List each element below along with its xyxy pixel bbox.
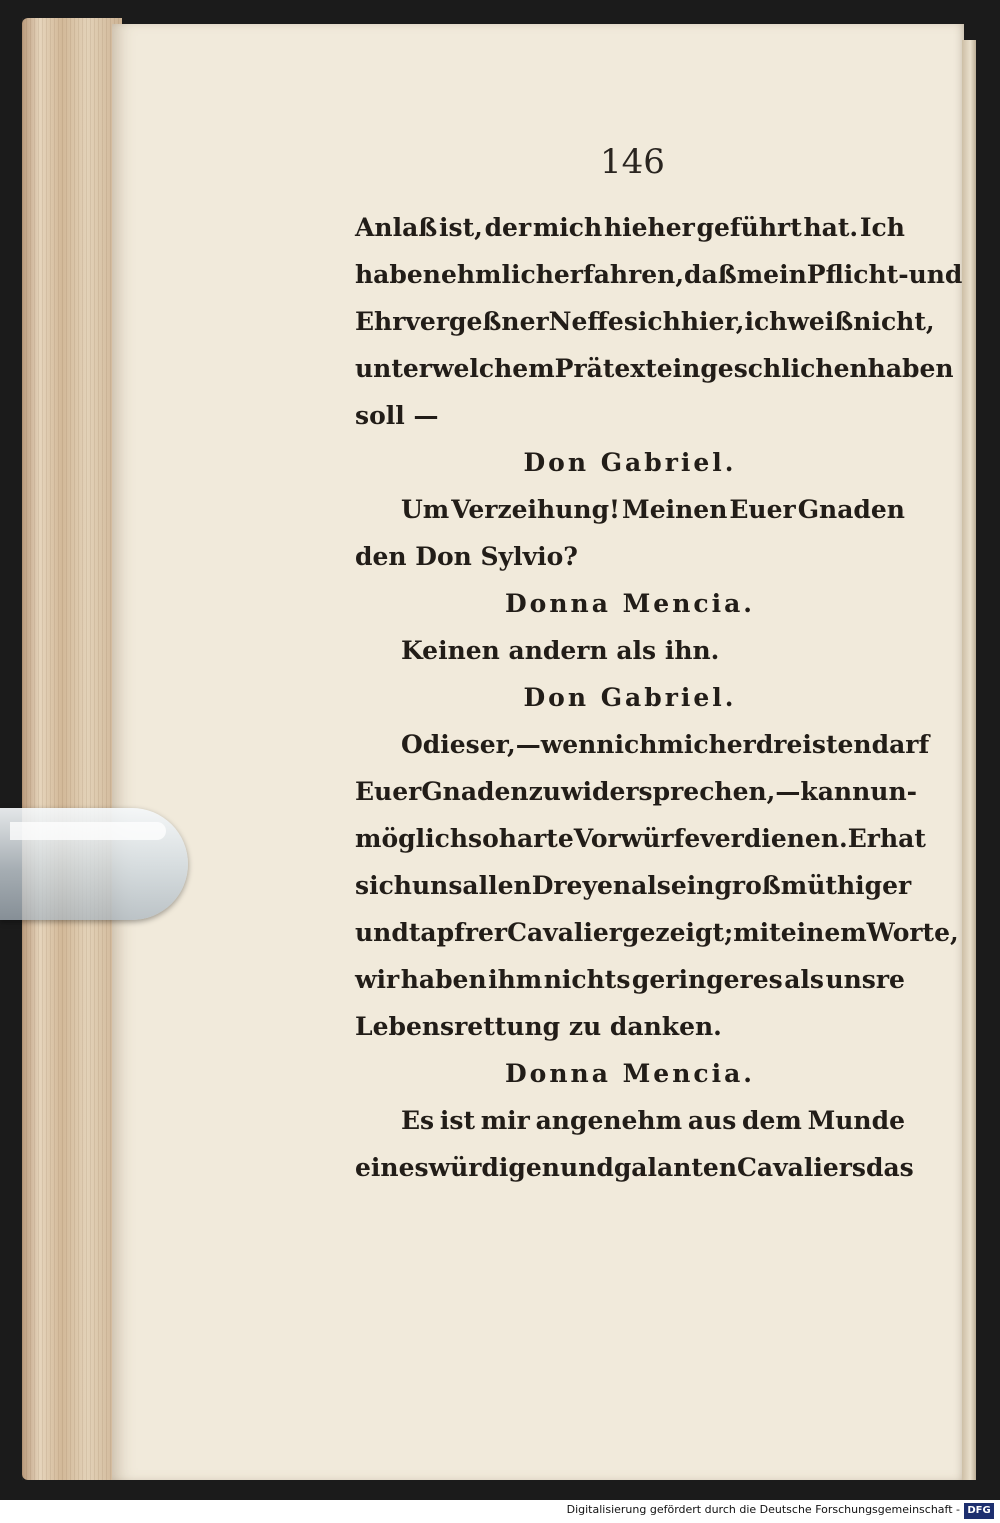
text-line-7: Um Verzeihung! Meinen Euer Gnaden [401,495,905,524]
dfg-logo: DFG [964,1503,994,1519]
text-line-3: Ehrvergeßner Neffe sich hier, ich weiß nicht, [355,307,935,336]
speaker-heading: Don Gabriel. [523,448,737,477]
page-edges [22,18,122,1480]
text-line-17: wir haben ihm nichts geringeres als unsre [355,965,905,994]
footer-bar [0,1500,1000,1523]
text-line-18: Lebensrettung zu danken. [355,1012,722,1041]
speaker-heading: Don Gabriel. [523,683,737,712]
page-text [355,204,963,1191]
text-line-10: Keinen andern als ihn. [401,636,720,665]
text-line-21: eines würdigen und galanten Cavaliers das [355,1153,914,1182]
facing-page-edge [962,40,976,1480]
text-line-5: soll — [355,401,439,430]
speaker-heading: Donna Mencia. [505,1059,755,1088]
text-line-2: habe nehmlich erfahren, daß mein Pflicht- und [355,260,963,289]
text-line-8: den Don Sylvio? [355,542,578,571]
text-line-16: und tapfrer Cavalier gezeigt; mit einem Worte, [355,918,959,947]
text-line-20: Es ist mir angenehm aus dem Munde [401,1106,905,1135]
text-line-4: unter welchem Prätext eingeschlichen haben [355,354,954,383]
text-line-14: möglich so harte Vorwürfe verdienen. Er hat [355,824,926,853]
text-line-13: Euer Gnaden zu widersprechen, — kann un- [355,777,917,806]
funding-credit: Digitalisierung gefördert durch die Deutsche Forschungsgemeinschaft - [566,1503,960,1516]
text-line-15: sich uns allen Dreyen als ein großmüthiger [355,871,912,900]
speaker-heading: Donna Mencia. [505,589,755,618]
plastic-bookmark [0,808,188,920]
page-number: 146 [600,142,665,182]
text-line-1: Anlaß ist, der mich hieher geführt hat. Ich [355,213,905,242]
text-line-12: O dieser, — wenn ich mich erdreisten darf [401,730,930,759]
